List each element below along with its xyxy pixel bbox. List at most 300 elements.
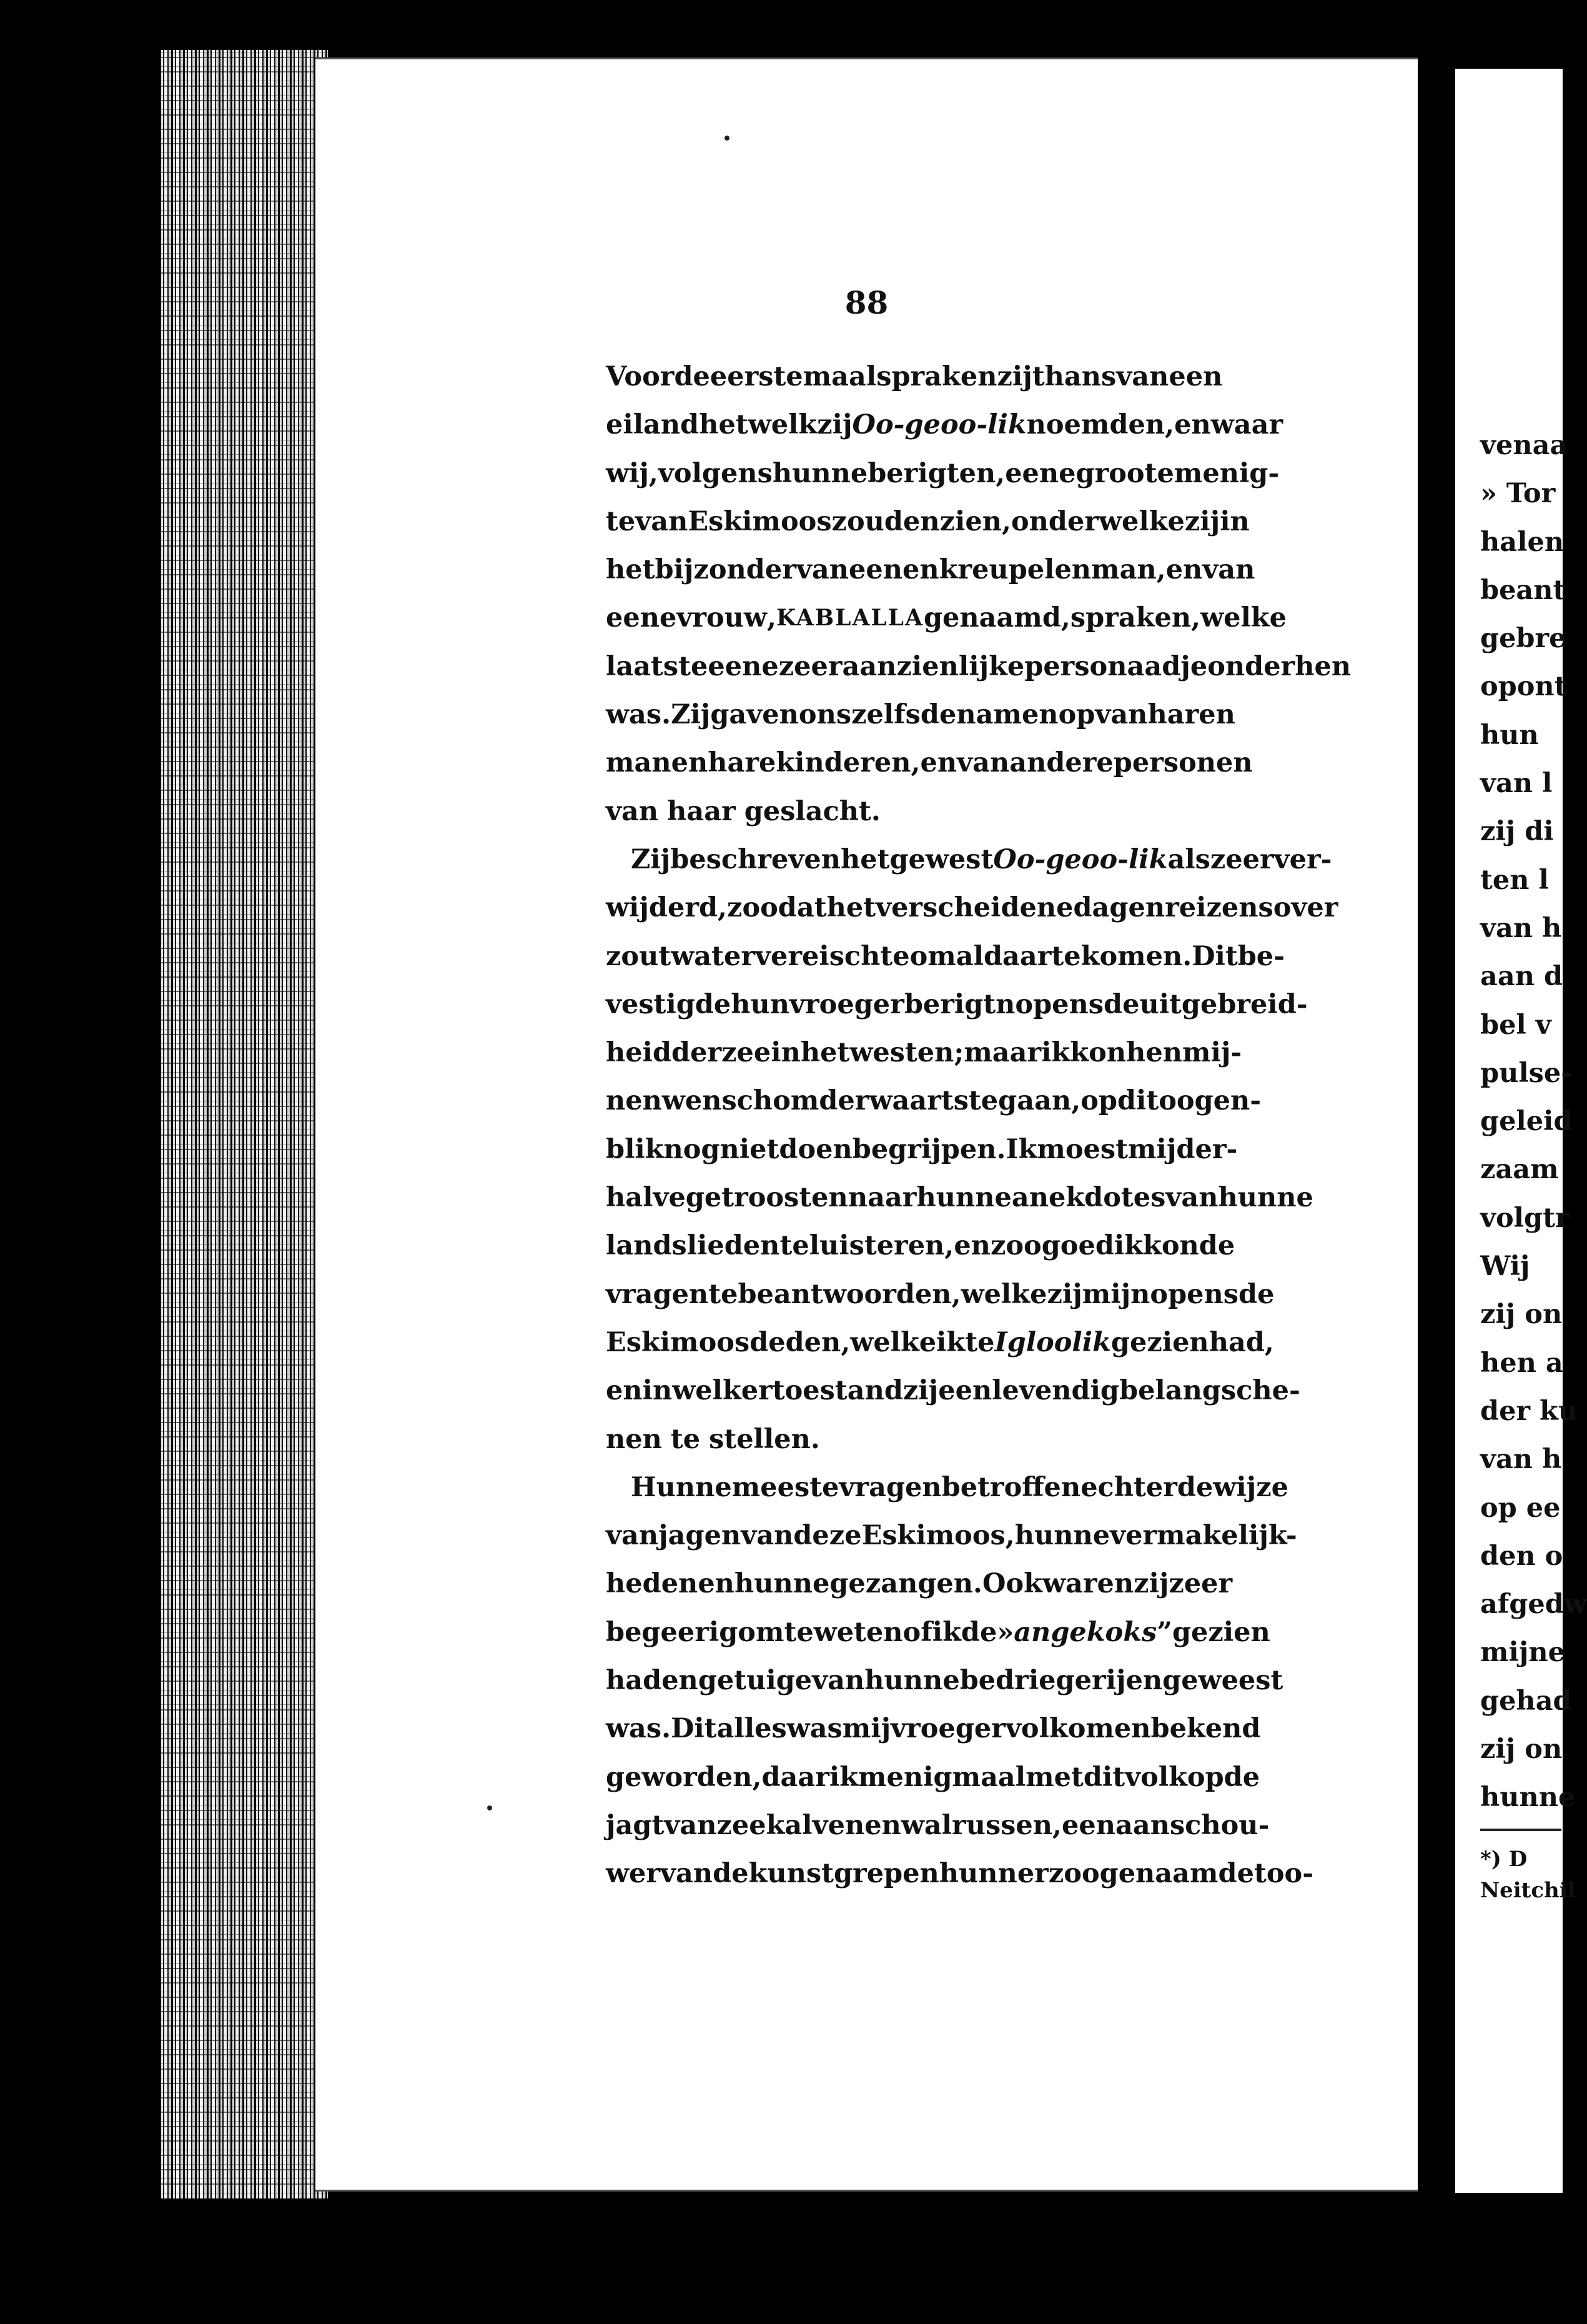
- word: heden: [606, 1568, 698, 1600]
- word: deze: [793, 1520, 862, 1552]
- text-line: [606, 1126, 1238, 1174]
- word: getroosten: [685, 1182, 848, 1214]
- word: geworden: [606, 1761, 753, 1793]
- word: vermakelijk-: [1110, 1520, 1297, 1552]
- word: de: [713, 1858, 749, 1890]
- word: te: [708, 1278, 738, 1310]
- word: laatste: [606, 650, 708, 682]
- word: een: [1062, 1809, 1115, 1841]
- word: kon: [1070, 1037, 1127, 1069]
- word: der-: [1176, 1133, 1238, 1165]
- word: hunne: [734, 1568, 830, 1600]
- word: luisteren: [809, 1230, 945, 1262]
- text-line: [606, 353, 1223, 401]
- word: zij: [902, 1375, 939, 1407]
- word: en: [698, 1568, 734, 1600]
- word: anekdotes: [1011, 1182, 1166, 1214]
- facing-line: zij di: [1480, 816, 1554, 848]
- word: oogen-: [1159, 1085, 1262, 1117]
- word: zoo: [990, 1230, 1042, 1262]
- word: ,: [1052, 1809, 1062, 1841]
- facing-line: geleid: [1480, 1106, 1573, 1138]
- word: bekend: [1150, 1713, 1261, 1745]
- word: alles: [716, 1713, 787, 1745]
- facing-line: halen: [1480, 526, 1565, 558]
- text-line: [606, 1705, 1261, 1753]
- word: blik: [606, 1133, 664, 1165]
- word: en: [954, 1230, 991, 1262]
- word: gaven: [710, 699, 799, 731]
- word: welke: [1200, 602, 1287, 634]
- word: Dit: [671, 1713, 717, 1745]
- text-line: [606, 1609, 1270, 1657]
- facing-line: zij on: [1480, 1734, 1563, 1765]
- facing-page-fragment: [1455, 69, 1587, 2193]
- facing-footnote-line: *) D: [1480, 1846, 1528, 1872]
- body-text: [606, 353, 1352, 1899]
- word: Ik: [1006, 1133, 1037, 1165]
- word: wijderd,: [606, 892, 728, 924]
- word: ,: [911, 747, 921, 779]
- word: eiland: [606, 409, 700, 441]
- word: vestigde: [606, 988, 731, 1020]
- word: water: [671, 940, 755, 972]
- word: aanschou-: [1115, 1809, 1270, 1841]
- word: landslieden: [606, 1230, 780, 1262]
- word: noemden: [1026, 409, 1165, 441]
- word: ik: [936, 1326, 966, 1358]
- word: de: [1104, 988, 1140, 1020]
- word: hunne: [772, 457, 868, 489]
- text-line: [606, 836, 1332, 884]
- word: het: [800, 1037, 850, 1069]
- word: nog: [663, 1133, 720, 1165]
- word: ik: [1041, 1037, 1070, 1069]
- text-line: [606, 691, 1235, 739]
- word: was.: [606, 1713, 671, 1745]
- word: jagen: [658, 1520, 741, 1552]
- word: betroffen: [941, 1471, 1081, 1503]
- word: ”: [1157, 1616, 1172, 1648]
- word: spraken: [876, 361, 997, 392]
- word: volkomen: [1005, 1713, 1151, 1745]
- word: welke: [850, 1326, 937, 1358]
- word: Eskimoos: [606, 1326, 750, 1358]
- word: ,: [841, 1326, 851, 1358]
- word: was: [786, 1713, 843, 1745]
- word: spraken,: [1070, 602, 1201, 634]
- text-line: [606, 643, 1352, 691]
- word: de: [961, 1616, 997, 1648]
- word: haren: [1147, 699, 1235, 731]
- word: mij: [842, 1713, 891, 1745]
- word: walrussen: [901, 1809, 1053, 1841]
- facing-line: gebre: [1480, 623, 1566, 655]
- word: wer: [606, 1858, 661, 1890]
- word: zij: [1134, 1568, 1169, 1600]
- facing-line: hunne: [1480, 1782, 1576, 1814]
- word: der: [671, 1037, 722, 1069]
- word: komen.: [1080, 940, 1192, 972]
- text-line: [606, 1754, 1260, 1802]
- word: zeer: [778, 650, 843, 682]
- word: maar: [964, 1037, 1042, 1069]
- word: Eskimoos,: [861, 1520, 1015, 1552]
- word: op: [1058, 699, 1095, 731]
- word: nen: [606, 1423, 662, 1455]
- facing-line: volgtr: [1480, 1202, 1570, 1234]
- word: dagen: [1073, 892, 1165, 924]
- word: zien: [939, 505, 1002, 537]
- word: zij: [997, 361, 1032, 392]
- word: volgens: [658, 457, 773, 489]
- word: op: [1080, 1085, 1117, 1117]
- word: van: [664, 1809, 717, 1841]
- word: zeer: [1210, 843, 1274, 875]
- word: wijze: [1213, 1471, 1288, 1503]
- text-line: [606, 981, 1308, 1029]
- word: too-: [1253, 1858, 1314, 1890]
- word: nopens: [996, 988, 1104, 1020]
- word: had: [1209, 1326, 1265, 1358]
- page-number: 88: [844, 284, 889, 321]
- word: Zij: [631, 843, 671, 875]
- word: ,: [1165, 409, 1175, 441]
- facing-line: opont: [1480, 671, 1567, 703]
- word: zout: [606, 940, 671, 972]
- word: en: [606, 1375, 643, 1407]
- word: goed: [1041, 1230, 1114, 1262]
- word: meeste: [731, 1471, 839, 1503]
- word: nopens: [1130, 1278, 1238, 1310]
- word: eene: [1005, 457, 1076, 489]
- word: mij: [1082, 1278, 1131, 1310]
- word: te: [779, 1230, 809, 1262]
- word: zelfs: [851, 699, 921, 731]
- word: mij-: [1182, 1037, 1242, 1069]
- word: ,: [752, 1761, 762, 1793]
- word: ik: [932, 1616, 961, 1648]
- word: het: [841, 843, 890, 875]
- word: ver-: [1273, 843, 1332, 875]
- word: kunstgrepen: [748, 1858, 939, 1890]
- word: te: [784, 1616, 814, 1648]
- word: menig-: [1174, 457, 1280, 489]
- word: volk: [1125, 1761, 1187, 1793]
- word: aldaar: [956, 940, 1052, 972]
- word: en: [661, 1665, 698, 1697]
- word: van: [660, 1858, 713, 1890]
- word: hare: [708, 747, 776, 779]
- book-page: [315, 57, 1418, 2192]
- word: »: [997, 1616, 1014, 1648]
- word: in: [771, 1037, 801, 1069]
- word: van: [1165, 1182, 1219, 1214]
- word: om: [773, 1085, 819, 1117]
- word: bijzonder: [655, 554, 796, 586]
- word: waren: [1042, 1568, 1134, 1600]
- word: ,: [951, 1278, 961, 1310]
- word: van: [606, 1520, 659, 1552]
- word: eene: [708, 650, 779, 682]
- word: hen: [1295, 650, 1352, 682]
- word: op: [1187, 1761, 1224, 1793]
- text-line: [606, 401, 1283, 449]
- word: haar: [667, 795, 736, 827]
- word: Dit: [1192, 940, 1238, 972]
- word: andere: [1009, 747, 1114, 779]
- word: hetwelk: [699, 409, 818, 441]
- text-line: [606, 1222, 1235, 1270]
- word: kinderen: [776, 747, 911, 779]
- word: zoodat: [727, 892, 827, 924]
- word: begrijpen.: [852, 1133, 1006, 1165]
- word: Igloolik: [994, 1326, 1111, 1358]
- word: met: [1026, 1761, 1084, 1793]
- word: over: [1273, 892, 1338, 924]
- facing-page-text: [1480, 422, 1587, 1906]
- word: dit: [1117, 1085, 1159, 1117]
- word: om: [909, 940, 956, 972]
- word: personaadje: [1024, 650, 1208, 682]
- word: en: [920, 747, 957, 779]
- text-line: [606, 1319, 1274, 1367]
- word: was.: [606, 699, 671, 731]
- word: deden: [749, 1326, 841, 1358]
- word: de: [920, 699, 957, 731]
- word: had: [606, 1665, 662, 1697]
- speck: [487, 1805, 492, 1810]
- word: reizens: [1165, 892, 1273, 924]
- word: ons: [798, 699, 852, 731]
- speck: [724, 136, 729, 141]
- word: gezien: [1172, 1616, 1270, 1648]
- word: beschreven: [670, 843, 841, 875]
- word: Zij: [671, 699, 711, 731]
- word: zeekalven: [716, 1809, 865, 1841]
- word: namen: [956, 699, 1059, 731]
- word: zee: [721, 1037, 771, 1069]
- word: levendig: [992, 1375, 1119, 1407]
- facing-line: venaa: [1480, 430, 1568, 461]
- word: of: [902, 1616, 932, 1648]
- word: in: [1220, 505, 1250, 537]
- word: be-: [1237, 940, 1285, 972]
- word: wij: [606, 457, 649, 489]
- word: verscheidene: [876, 892, 1074, 924]
- facing-footnote-line: Neitchil: [1480, 1877, 1576, 1903]
- word: hun: [731, 988, 790, 1020]
- word: doen: [779, 1133, 853, 1165]
- word: zouden: [831, 505, 940, 537]
- word: eenen: [849, 554, 939, 586]
- word: een: [1169, 361, 1223, 392]
- word: ,: [1001, 505, 1011, 537]
- word: welke: [1099, 505, 1185, 537]
- word: heid: [606, 1037, 672, 1069]
- word: nen: [606, 1085, 662, 1117]
- word: Oo-geoo-lik: [993, 843, 1168, 875]
- word: vroeger: [789, 988, 904, 1020]
- word: echter: [1080, 1471, 1177, 1503]
- word: ,: [1156, 554, 1166, 586]
- text-line: [606, 1367, 1300, 1415]
- word: ,: [766, 602, 776, 634]
- text-line: [606, 1802, 1270, 1850]
- word: wensch: [661, 1085, 773, 1117]
- word: moest: [1037, 1133, 1128, 1165]
- word: Voor: [606, 361, 675, 392]
- word: en: [864, 1809, 901, 1841]
- word: van: [635, 505, 688, 537]
- word: zoogenaamde: [1048, 1858, 1254, 1890]
- word: getuige: [698, 1665, 813, 1697]
- word: ,: [648, 457, 658, 489]
- word: thans: [1032, 361, 1117, 392]
- word: ik: [1114, 1230, 1144, 1262]
- word: te: [968, 1085, 999, 1117]
- word: belang: [1119, 1375, 1221, 1407]
- word: menigmaal: [858, 1761, 1026, 1793]
- word: toestand: [772, 1375, 903, 1407]
- text-line: [606, 1077, 1262, 1125]
- word: als: [1167, 843, 1210, 875]
- word: aanzienlijke: [842, 650, 1025, 682]
- word: mij: [1127, 1133, 1177, 1165]
- word: kreupelen: [939, 554, 1092, 586]
- word: bedriegerijen: [959, 1665, 1163, 1697]
- word: van: [812, 1665, 865, 1697]
- word: Eskimoos: [688, 505, 832, 537]
- word: KABLALLA: [776, 605, 924, 632]
- word: derwaarts: [819, 1085, 969, 1117]
- word: en: [1165, 554, 1203, 586]
- word: stellen.: [709, 1423, 820, 1455]
- footnote-rule: [1480, 1829, 1561, 1831]
- text-line: [606, 1464, 1288, 1512]
- word: de: [674, 361, 710, 392]
- word: zij: [1047, 1278, 1082, 1310]
- text-line: [606, 1850, 1314, 1898]
- word: vereischte: [755, 940, 910, 972]
- word: gezangen.: [829, 1568, 982, 1600]
- text-line: [606, 594, 1287, 642]
- word: weten: [813, 1616, 903, 1648]
- facing-line: op ee: [1480, 1492, 1561, 1524]
- word: Hunne: [631, 1471, 732, 1503]
- word: onder: [1207, 650, 1295, 682]
- word: zeer: [1169, 1568, 1233, 1600]
- facing-line: aan d: [1480, 961, 1563, 993]
- word: van: [1202, 554, 1255, 586]
- facing-line: der ku: [1480, 1395, 1578, 1427]
- word: daar: [761, 1761, 829, 1793]
- word: berigt: [904, 988, 996, 1020]
- word: welker: [672, 1375, 773, 1407]
- word: van: [796, 554, 849, 586]
- word: eerste: [709, 361, 803, 392]
- word: zij: [1184, 505, 1220, 537]
- facing-line: bel v: [1480, 1009, 1551, 1041]
- word: het: [826, 892, 876, 924]
- word: van: [606, 795, 659, 827]
- word: westen;: [849, 1037, 964, 1069]
- word: de: [1224, 1761, 1260, 1793]
- word: hunne: [1014, 1520, 1110, 1552]
- word: Oo-geoo-lik: [852, 409, 1027, 441]
- facing-line: » Tor: [1480, 478, 1556, 510]
- word: van: [957, 747, 1010, 779]
- word: onder: [1011, 505, 1099, 537]
- facing-line: zaam: [1480, 1154, 1559, 1186]
- word: de: [1199, 1230, 1235, 1262]
- facing-line: pulse-: [1480, 1057, 1573, 1089]
- word: angekoks: [1014, 1616, 1157, 1648]
- text-line: [606, 1174, 1313, 1222]
- word: vragen: [606, 1278, 709, 1310]
- text-line: [606, 450, 1280, 498]
- word: gaan: [998, 1085, 1072, 1117]
- word: maal: [803, 361, 877, 392]
- word: de: [1177, 1471, 1214, 1503]
- word: vrouw: [676, 602, 767, 634]
- facing-line: den o: [1480, 1540, 1563, 1572]
- word: begeerig: [606, 1616, 738, 1648]
- facing-line: gehad: [1480, 1685, 1572, 1717]
- word: van: [1095, 699, 1148, 731]
- word: geslacht.: [744, 795, 881, 827]
- text-line: [606, 1512, 1297, 1560]
- facing-line: van l: [1480, 768, 1553, 800]
- facing-line: hun: [1480, 719, 1539, 751]
- text-line: [606, 739, 1253, 787]
- facing-line: hen a: [1480, 1347, 1563, 1379]
- word: gewest: [889, 843, 994, 875]
- word: jagt: [606, 1809, 665, 1841]
- word: en: [1174, 409, 1211, 441]
- text-line: [606, 546, 1255, 594]
- text-line: [606, 884, 1338, 932]
- facing-line: van h: [1480, 912, 1562, 944]
- word: groote: [1075, 457, 1174, 489]
- word: ,: [1071, 1085, 1081, 1117]
- word: te: [606, 505, 636, 537]
- word: vroeger: [891, 1713, 1006, 1745]
- word: hen: [1126, 1037, 1182, 1069]
- word: zij: [817, 409, 853, 441]
- word: ,: [1264, 1326, 1274, 1358]
- word: kon: [1143, 1230, 1199, 1262]
- word: beantwoorden: [738, 1278, 952, 1310]
- word: om: [738, 1616, 784, 1648]
- text-line: [606, 1029, 1242, 1077]
- word: naar: [848, 1182, 917, 1214]
- word: genaamd,: [923, 602, 1070, 634]
- word: ik: [829, 1761, 859, 1793]
- text-line: [606, 1271, 1275, 1319]
- word: personen: [1113, 747, 1253, 779]
- word: een: [938, 1375, 992, 1407]
- word: niet: [719, 1133, 779, 1165]
- word: ,: [944, 1230, 954, 1262]
- word: Ook: [982, 1568, 1042, 1600]
- text-line: [606, 1657, 1283, 1705]
- facing-line: van h: [1480, 1444, 1562, 1476]
- facing-line: ten l: [1480, 864, 1549, 896]
- word: eene: [606, 602, 677, 634]
- facing-line: zij on: [1480, 1299, 1563, 1331]
- facing-line: Wij: [1480, 1251, 1530, 1283]
